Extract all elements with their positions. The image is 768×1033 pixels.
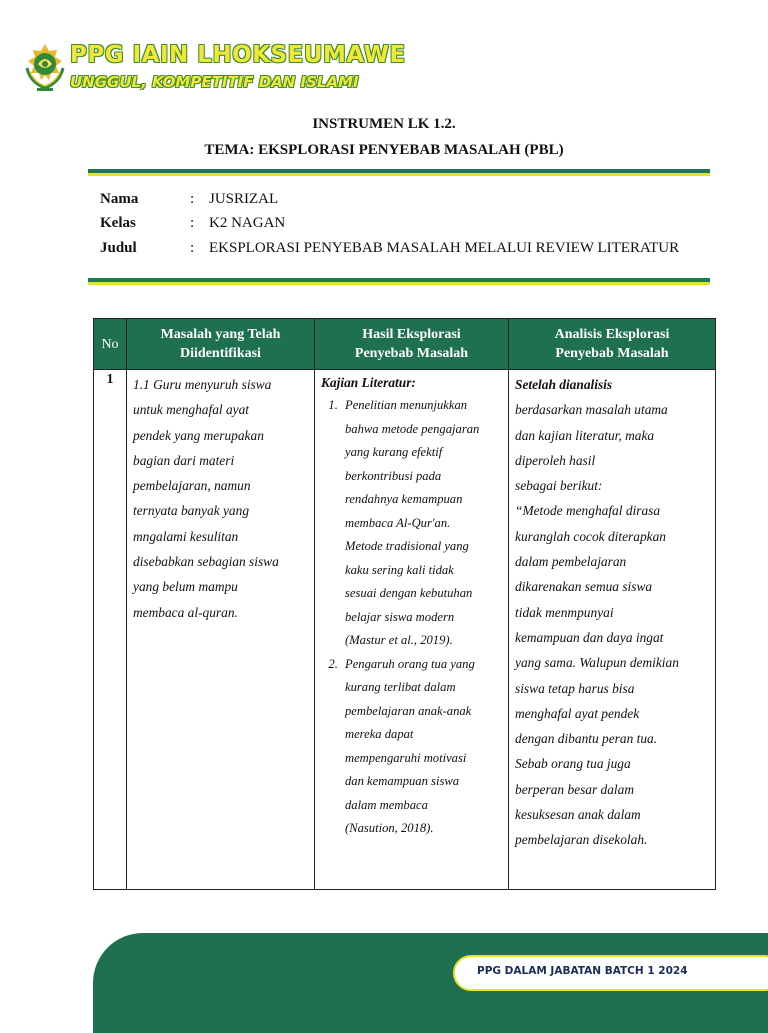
- brand-subtitle: UNGGUL, KOMPETITIF DAN ISLAMI: [70, 73, 359, 91]
- masalah-line: ternyata banyak yang: [133, 503, 250, 519]
- analisis-line: dan kajian literatur, maka: [515, 427, 655, 443]
- hasil-line: berkontribusi pada: [345, 468, 442, 483]
- hasil-line: (Mastur et al., 2019).: [345, 633, 453, 647]
- worksheet-table: [93, 318, 716, 890]
- analisis-line: berperan besar dalam: [515, 781, 635, 797]
- header-masalah: [127, 319, 315, 370]
- table-row: [94, 370, 716, 890]
- hasil-line: kurang terlibat dalam: [345, 680, 456, 694]
- iain-lhokseumawe-logo-icon: [22, 42, 68, 94]
- cell-analisis: [509, 370, 716, 890]
- analisis-heading: Setelah dianalisis: [515, 377, 613, 392]
- hasil-line: mempengaruhi motivasi: [345, 750, 467, 765]
- list-item: [341, 653, 502, 841]
- analisis-line: diperoleh hasil: [515, 452, 596, 468]
- hasil-line: dan kemampuan siswa: [345, 774, 460, 788]
- hasil-line: membaca Al-Qur'an.: [345, 515, 451, 530]
- masalah-line: disebabkan sebagian siswa: [133, 554, 279, 570]
- info-value: K2 NAGAN: [209, 215, 286, 231]
- masalah-line: mngalami kesulitan: [133, 528, 239, 544]
- analisis-line: berdasarkan masalah utama: [515, 402, 668, 418]
- hasil-line: 1. Penelitian menunjukkan: [345, 398, 468, 412]
- table-header-row: [94, 319, 716, 370]
- header-hasil: [315, 319, 509, 370]
- masalah-line: membaca al-quran.: [133, 604, 238, 620]
- hasil-line: sesuai dengan kebutuhan: [345, 586, 473, 600]
- info-label: Nama: [100, 191, 139, 207]
- document-theme: TEMA: EKSPLORASI PENYEBAB MASALAH (PBL): [204, 142, 564, 158]
- analisis-line: “Metode menghafal dirasa: [515, 503, 661, 519]
- hasil-line: belajar siswa modern: [345, 609, 455, 624]
- analisis-line: tidak menmpunyai: [515, 604, 614, 620]
- row-number: 1: [94, 370, 127, 890]
- info-separator: :: [190, 240, 195, 256]
- analisis-line: kuranglah cocok diterapkan: [515, 528, 666, 544]
- cell-masalah: [127, 370, 315, 890]
- masalah-line: yang belum mampu: [133, 579, 238, 595]
- analisis-line: Sebab orang tua juga: [515, 756, 631, 772]
- analisis-line: kemampuan dan daya ingat: [515, 629, 664, 645]
- masalah-line: untuk menghafal ayat: [133, 402, 250, 418]
- header-analisis-line1: Analisis Eksplorasi: [554, 327, 670, 342]
- brand-title: PPG IAIN LHOKSEUMAWE: [70, 42, 406, 68]
- info-value: EKSPLORASI PENYEBAB MASALAH MELALUI REVIEW LITERATUR: [209, 240, 680, 256]
- hasil-heading: Kajian Literatur:: [321, 375, 416, 390]
- analisis-line: yang sama. Walupun demikian: [515, 655, 679, 671]
- analisis-line: dikarenakan semua siswa: [515, 579, 653, 595]
- list-item: [341, 394, 502, 653]
- hasil-line: (Nasution, 2018).: [345, 821, 434, 835]
- info-separator: :: [190, 215, 195, 231]
- analisis-line: sebagai berikut:: [515, 478, 603, 494]
- info-label: Judul: [100, 240, 137, 256]
- masalah-line: pembelajaran, namun: [133, 478, 251, 494]
- hasil-line: rendahnya kemampuan: [345, 492, 463, 506]
- document-title: INSTRUMEN LK 1.2.: [312, 116, 456, 132]
- masalah-line: bagian dari materi: [133, 452, 235, 468]
- header-analisis: [509, 319, 716, 370]
- header-no: No: [94, 319, 127, 370]
- masalah-line: pendek yang merupakan: [133, 427, 264, 443]
- hasil-line: pembelajaran anak-anak: [345, 703, 472, 718]
- hasil-line: bahwa metode pengajaran: [345, 421, 480, 436]
- analisis-line: menghafal ayat pendek: [515, 705, 640, 721]
- info-separator: :: [190, 191, 195, 207]
- analisis-line: kesuksesan anak dalam: [515, 807, 641, 823]
- header-hasil-line1: Hasil Eksplorasi: [362, 327, 461, 342]
- hasil-line: 2. Pengaruh orang tua yang: [345, 656, 475, 671]
- footer-label: PPG DALAM JABATAN BATCH 1 2024: [477, 965, 688, 977]
- divider-bottom: [88, 278, 710, 285]
- analisis-line: dengan dibantu peran tua.: [515, 731, 658, 747]
- divider-top: [88, 169, 710, 176]
- hasil-line: mereka dapat: [345, 727, 414, 741]
- analisis-line: dalam pembelajaran: [515, 554, 627, 570]
- analisis-line: siswa tetap harus bisa: [515, 680, 635, 696]
- header-masalah-line2: Diidentifikasi: [180, 346, 261, 361]
- header-hasil-line2: Penyebab Masalah: [354, 346, 469, 361]
- info-value: JUSRIZAL: [209, 191, 279, 207]
- hasil-line: kaku sering kali tidak: [345, 562, 454, 577]
- info-label: Kelas: [100, 215, 136, 231]
- hasil-line: Metode tradisional yang: [345, 539, 469, 553]
- masalah-line: 1.1 Guru menyuruh siswa: [133, 377, 272, 392]
- cell-hasil: [315, 370, 509, 890]
- header-masalah-line1: Masalah yang Telah: [160, 327, 281, 342]
- analisis-line: pembelajaran disekolah.: [515, 832, 648, 848]
- hasil-line: dalam membaca: [345, 797, 428, 812]
- header-analisis-line2: Penyebab Masalah: [555, 346, 669, 361]
- hasil-list: [321, 394, 502, 841]
- hasil-line: yang kurang efektif: [345, 445, 443, 459]
